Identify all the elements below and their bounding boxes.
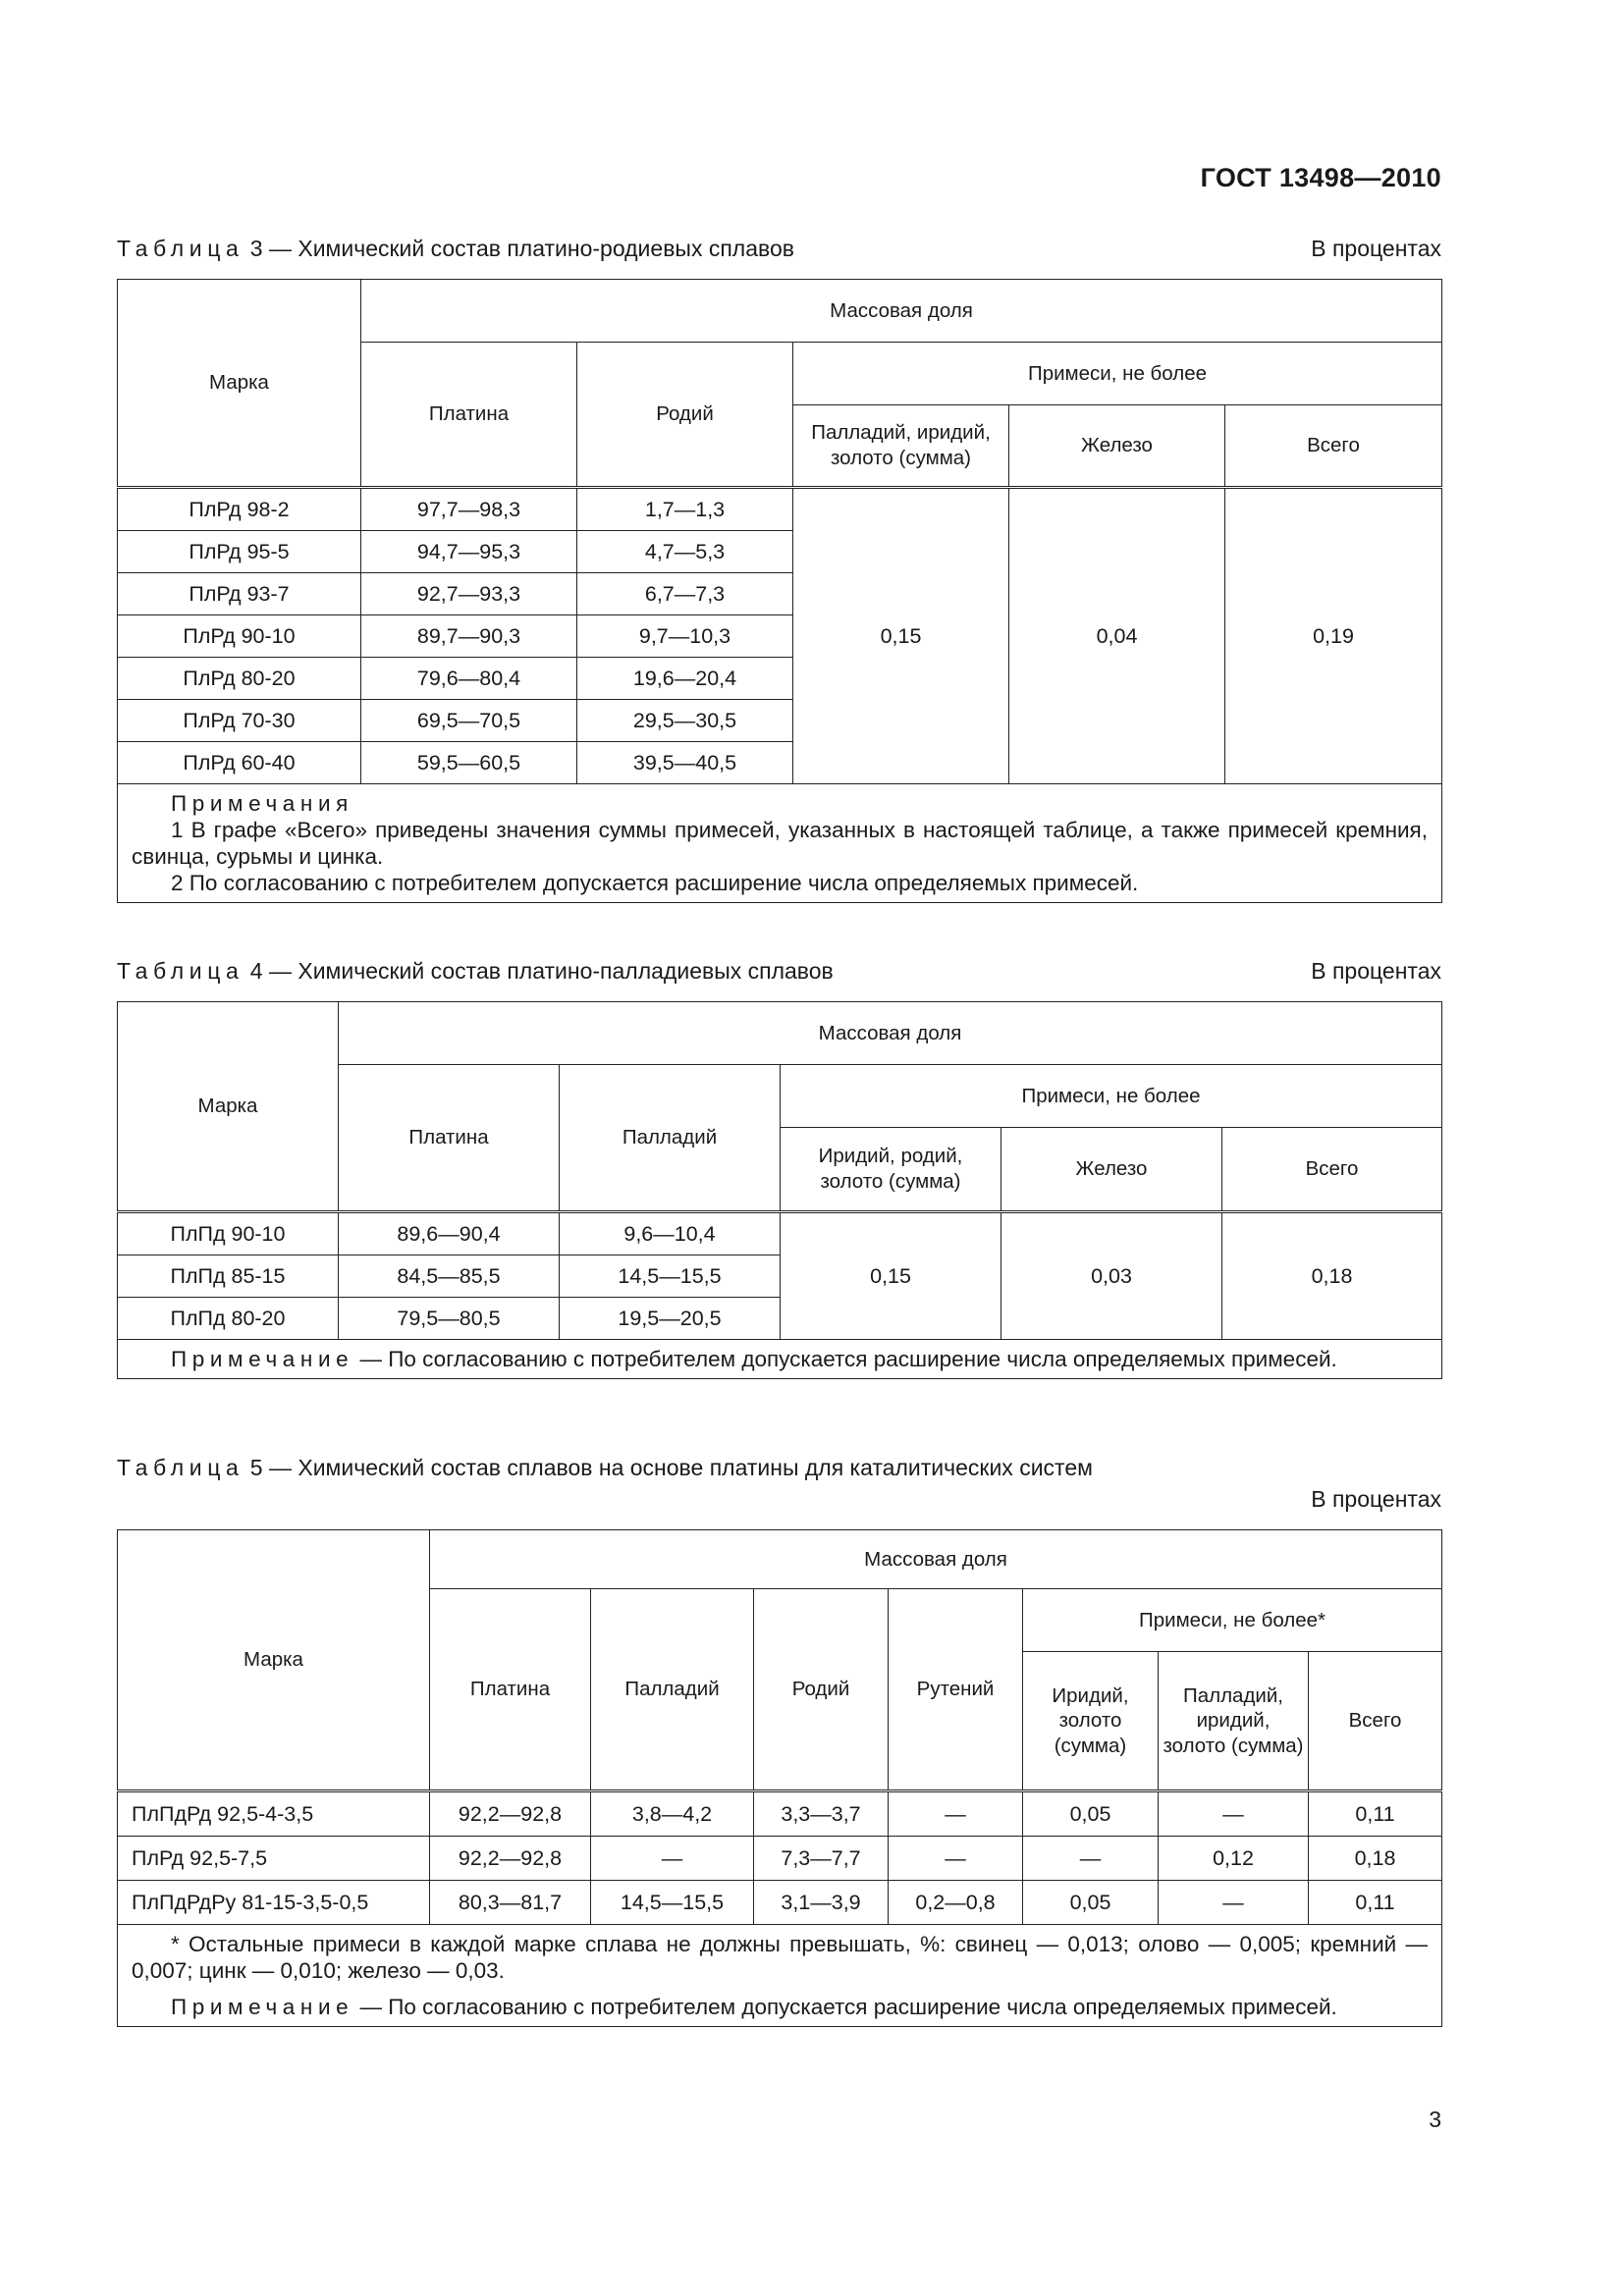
table3-rhodium: 19,6—20,4 xyxy=(577,658,793,700)
table3-mark: ПлРд 70-30 xyxy=(118,700,361,742)
table3-header-total: Всего xyxy=(1225,405,1442,488)
table4-header-platinum: Платина xyxy=(339,1065,560,1212)
table3-platinum: 92,7—93,3 xyxy=(361,573,577,615)
table3-mark: ПлРд 98-2 xyxy=(118,488,361,531)
table3-mark: ПлРд 60-40 xyxy=(118,742,361,784)
table3-rhodium: 29,5—30,5 xyxy=(577,700,793,742)
table5-rhodium: 3,1—3,9 xyxy=(754,1881,889,1925)
table3-rhodium: 4,7—5,3 xyxy=(577,531,793,573)
table3-rhodium: 9,7—10,3 xyxy=(577,615,793,658)
table5-header-mass-fraction: Массовая доля xyxy=(430,1530,1442,1589)
table3-caption-word: Таблица xyxy=(117,236,244,261)
table5-mark: ПлРд 92,5-7,5 xyxy=(118,1837,430,1881)
table3-mark: ПлРд 80-20 xyxy=(118,658,361,700)
table3-header-impurities: Примеси, не более xyxy=(793,343,1442,405)
table4-mark: ПлПд 80-20 xyxy=(118,1298,339,1340)
table3-header-mass-fraction: Массовая доля xyxy=(361,280,1442,343)
table4-header-palladium: Палладий xyxy=(560,1065,781,1212)
table3-header-mark: Марка xyxy=(118,280,361,488)
table5-palladium: 3,8—4,2 xyxy=(591,1791,754,1837)
table3-mark: ПлРд 90-10 xyxy=(118,615,361,658)
table5-caption xyxy=(117,1455,1441,1481)
table5-header-platinum: Платина xyxy=(430,1589,591,1791)
table5-ruthenium: 0,2—0,8 xyxy=(889,1881,1023,1925)
table4-caption-title: — Химический состав платино-палладиевых сплавов xyxy=(268,958,834,984)
table5-platinum: 92,2—92,8 xyxy=(430,1791,591,1837)
table5-note-label: Примечание xyxy=(171,1995,354,2019)
table3-platinum: 59,5—60,5 xyxy=(361,742,577,784)
table3-platinum: 69,5—70,5 xyxy=(361,700,577,742)
table5-header-impurities: Примеси, не более* xyxy=(1023,1589,1442,1652)
table5-pd-ir-au: — xyxy=(1159,1791,1309,1837)
table5-pd-ir-au: — xyxy=(1159,1881,1309,1925)
table5-mark: ПлПдРд 92,5-4-3,5 xyxy=(118,1791,430,1837)
table3-header-rhodium: Родий xyxy=(577,343,793,488)
table3-units: В процентах xyxy=(1311,236,1441,261)
table-row xyxy=(118,488,1442,531)
table4-note-label: Примечание xyxy=(171,1347,354,1371)
table3-platinum: 79,6—80,4 xyxy=(361,658,577,700)
table5-header-ir-au: Иридий, золото (сумма) xyxy=(1023,1652,1159,1791)
table3-notes xyxy=(118,784,1442,903)
table4-header-impurities: Примеси, не более xyxy=(781,1065,1442,1128)
table3-platinum: 94,7—95,3 xyxy=(361,531,577,573)
table4-caption-number: 4 xyxy=(249,958,263,984)
table4-ir-rh-au-value: 0,15 xyxy=(781,1212,1001,1340)
table5-palladium: — xyxy=(591,1837,754,1881)
table4-header-ir-rh-au: Иридий, родий, золото (сумма) xyxy=(781,1128,1001,1212)
table5-units: В процентах xyxy=(1311,1486,1441,1512)
table4-total-value: 0,18 xyxy=(1222,1212,1442,1340)
table5 xyxy=(117,1529,1442,2027)
table3-total-value: 0,19 xyxy=(1225,488,1442,784)
table5-header-palladium: Палладий xyxy=(591,1589,754,1791)
table4-note-text: — По согласованию с потребителем допускается расширение числа определяемых примесей. xyxy=(353,1347,1337,1371)
table5-total: 0,18 xyxy=(1309,1837,1442,1881)
table5-header-mark: Марка xyxy=(118,1530,430,1791)
table-row xyxy=(118,1212,1442,1255)
table3-rhodium: 39,5—40,5 xyxy=(577,742,793,784)
table5-platinum: 80,3—81,7 xyxy=(430,1881,591,1925)
document-code: ГОСТ 13498—2010 xyxy=(1200,163,1441,192)
table5-total: 0,11 xyxy=(1309,1881,1442,1925)
table5-total: 0,11 xyxy=(1309,1791,1442,1837)
table4-header-total: Всего xyxy=(1222,1128,1442,1212)
table3-mark: ПлРд 93-7 xyxy=(118,573,361,615)
table5-rhodium: 3,3—3,7 xyxy=(754,1791,889,1837)
table5-note-text: — По согласованию с потребителем допускается расширение числа определяемых примесей. xyxy=(353,1995,1337,2019)
table5-notes xyxy=(118,1925,1442,2027)
table5-caption-number: 5 xyxy=(249,1455,263,1480)
table4-palladium: 19,5—20,5 xyxy=(560,1298,781,1340)
table5-header-rhodium: Родий xyxy=(754,1589,889,1791)
table3-caption-title: — Химический состав платино-родиевых сплавов xyxy=(268,236,794,261)
table3-notes-title: Примечания xyxy=(171,791,353,816)
table4-palladium: 9,6—10,4 xyxy=(560,1212,781,1255)
table3-platinum: 89,7—90,3 xyxy=(361,615,577,658)
table4-note xyxy=(118,1340,1442,1379)
table5-ruthenium: — xyxy=(889,1791,1023,1837)
table5-ir-au: — xyxy=(1023,1837,1159,1881)
table5-header-total: Всего xyxy=(1309,1652,1442,1791)
table3-note-1: 1 В графе «Всего» приведены значения суммы примесей, указанных в настоящей таблице, а также примесей кремния, свинца, сурьмы и цинка. xyxy=(132,818,1428,869)
table3-rhodium: 1,7—1,3 xyxy=(577,488,793,531)
table5-caption-title: — Химический состав сплавов на основе платины для каталитических систем xyxy=(268,1455,1093,1480)
table5-rhodium: 7,3—7,7 xyxy=(754,1837,889,1881)
table3-rhodium: 6,7—7,3 xyxy=(577,573,793,615)
table5-palladium: 14,5—15,5 xyxy=(591,1881,754,1925)
table4 xyxy=(117,1001,1442,1379)
table4-caption-word: Таблица xyxy=(117,958,244,984)
table-row xyxy=(118,1837,1442,1881)
table4-caption xyxy=(117,958,1441,985)
table3-header-iron: Железо xyxy=(1009,405,1225,488)
table5-footnote: * Остальные примеси в каждой марке сплава не должны превышать, %: свинец — 0,013; олово — 0,005; кремний — 0,007; цинк — 0,010; железо — 0,03. xyxy=(132,1932,1429,1983)
table3-iron-value: 0,04 xyxy=(1009,488,1225,784)
table4-palladium: 14,5—15,5 xyxy=(560,1255,781,1298)
table5-ir-au: 0,05 xyxy=(1023,1881,1159,1925)
table3-caption xyxy=(117,236,1441,262)
table5-pd-ir-au: 0,12 xyxy=(1159,1837,1309,1881)
table3-header-pd-ir-au: Палладий, иридий, золото (сумма) xyxy=(793,405,1009,488)
table4-iron-value: 0,03 xyxy=(1001,1212,1222,1340)
table4-header-mark: Марка xyxy=(118,1002,339,1212)
table4-platinum: 84,5—85,5 xyxy=(339,1255,560,1298)
table3-platinum: 97,7—98,3 xyxy=(361,488,577,531)
table3-note-2: 2 По согласованию с потребителем допускается расширение числа определяемых примесей. xyxy=(171,871,1139,895)
table-row xyxy=(118,1791,1442,1837)
table3-pd-ir-au-value: 0,15 xyxy=(793,488,1009,784)
table4-header-mass-fraction: Массовая доля xyxy=(339,1002,1442,1065)
table5-ruthenium: — xyxy=(889,1837,1023,1881)
table4-platinum: 89,6—90,4 xyxy=(339,1212,560,1255)
table3 xyxy=(117,279,1442,903)
table4-units: В процентах xyxy=(1311,958,1441,984)
page-number: 3 xyxy=(1429,2107,1441,2132)
table4-platinum: 79,5—80,5 xyxy=(339,1298,560,1340)
table4-mark: ПлПд 90-10 xyxy=(118,1212,339,1255)
table4-mark: ПлПд 85-15 xyxy=(118,1255,339,1298)
table5-header-ruthenium: Рутений xyxy=(889,1589,1023,1791)
table5-ir-au: 0,05 xyxy=(1023,1791,1159,1837)
table-row xyxy=(118,1881,1442,1925)
table4-header-iron: Железо xyxy=(1001,1128,1222,1212)
table5-header-pd-ir-au: Палладий, иридий, золото (сумма) xyxy=(1159,1652,1309,1791)
table5-caption-word: Таблица xyxy=(117,1455,244,1480)
table3-caption-number: 3 xyxy=(249,236,263,261)
table5-mark: ПлПдРдРу 81-15-3,5-0,5 xyxy=(118,1881,430,1925)
table3-mark: ПлРд 95-5 xyxy=(118,531,361,573)
table3-header-platinum: Платина xyxy=(361,343,577,488)
table5-platinum: 92,2—92,8 xyxy=(430,1837,591,1881)
